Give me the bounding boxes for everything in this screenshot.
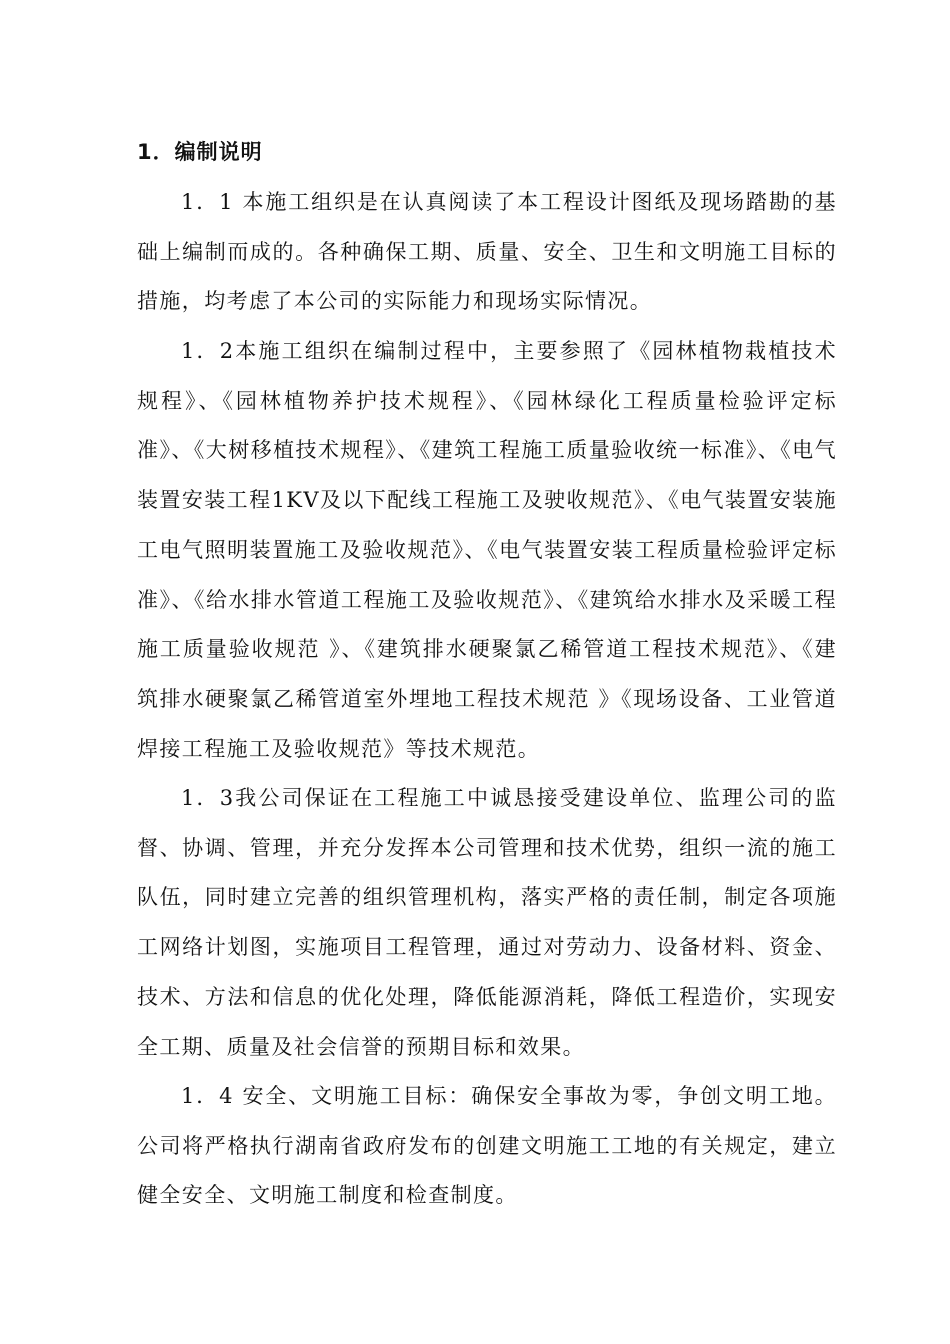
section-heading: 1．编制说明 [137, 140, 263, 164]
paragraph-1-2 [137, 327, 837, 774]
paragraph-1-1 [137, 178, 837, 327]
paragraph-text: 1．2本施工组织在编制过程中，主要参照了《园林植物栽植技术规程》、《园林植物养护技术规程》、《园林绿化工程质量检验评定标准》、《大树移植技术规程》、《建筑工程施工质量验收统一标准》、《电气装置安装工程1KV及以下配线工程施工及驶收规范》、《电气装置安装施工电气照明装置施工及验收规范》、《电气装置安装工程质量检验评定标准》、《给水排水管道工程施工及验收规范》、《建筑给水排水及采暖工程施工质量验收规范 》、《建筑排水硬聚氯乙稀管道工程技术规范》、《建筑排水硬聚氯乙稀管道室外埋地工程技术规范 》《现场设备、工业管道焊接工程施工及验收规范》等技术规范。 [137, 339, 837, 761]
paragraph-text: 1．1 本施工组织是在认真阅读了本工程设计图纸及现场踏勘的基础上编制而成的。各种确保工期、质量、安全、卫生和文明施工目标的措施，均考虑了本公司的实际能力和现场实际情况。 [137, 190, 837, 314]
paragraph-text: 1．4 安全、文明施工目标：确保安全事故为零，争创文明工地。公司将严格执行湖南省政府发布的创建文明施工工地的有关规定，建立健全安全、文明施工制度和检查制度。 [137, 1084, 837, 1208]
paragraph-1-4 [137, 1072, 837, 1221]
paragraph-1-3 [137, 774, 837, 1072]
paragraph-text: 1．3我公司保证在工程施工中诚恳接受建设单位、监理公司的监督、协调、管理，并充分发挥本公司管理和技术优势，组织一流的施工队伍，同时建立完善的组织管理机构，落实严格的责任制，制定各项施工网络计划图，实施项目工程管理，通过对劳动力、设备材料、资金、技术、方法和信息的优化处理，降低能源消耗，降低工程造价，实现安全工期、质量及社会信誉的预期目标和效果。 [137, 786, 837, 1059]
